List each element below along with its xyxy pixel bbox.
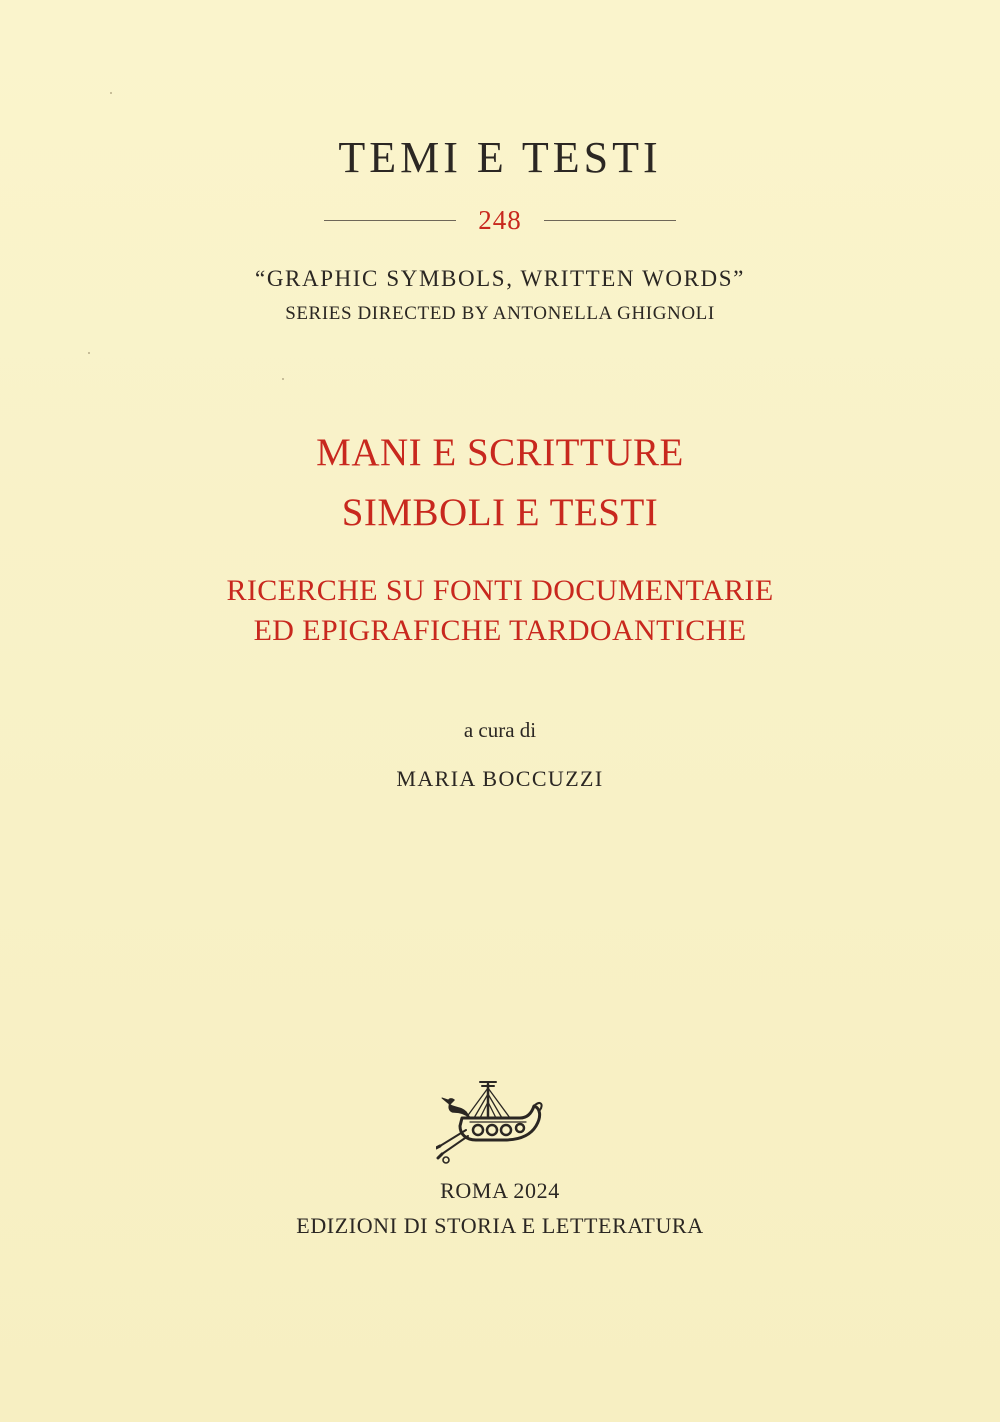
divider-rule-left	[324, 220, 456, 221]
series-number-row	[0, 202, 1000, 238]
paper-speck	[282, 378, 284, 380]
place-year: ROMA 2024	[440, 1178, 560, 1203]
divider-rule-right	[544, 220, 676, 221]
paper-speck	[110, 92, 112, 94]
paper-speck	[88, 352, 90, 354]
book-subtitle-line-1: RICERCHE SU FONTI DOCUMENTARIE	[226, 574, 774, 607]
publisher-ship-emblem-icon	[436, 1078, 548, 1166]
book-subtitle-line-2: ED EPIGRAFICHE TARDOANTICHE	[253, 614, 747, 647]
series-number: 248	[478, 204, 522, 235]
series-director: SERIES DIRECTED BY ANTONELLA GHIGNOLI	[285, 303, 715, 324]
editor-name: MARIA BOCCUZZI	[396, 766, 604, 791]
book-title-line-2: SIMBOLI E TESTI	[341, 491, 659, 534]
series-title: TEMI E TESTI	[338, 133, 662, 182]
subseries-title: “GRAPHIC SYMBOLS, WRITTEN WORDS”	[255, 266, 745, 291]
curator-label: a cura di	[463, 718, 537, 742]
book-title-line-1: MANI E SCRITTURE	[316, 431, 684, 474]
publisher-name: EDIZIONI DI STORIA E LETTERATURA	[296, 1213, 704, 1238]
